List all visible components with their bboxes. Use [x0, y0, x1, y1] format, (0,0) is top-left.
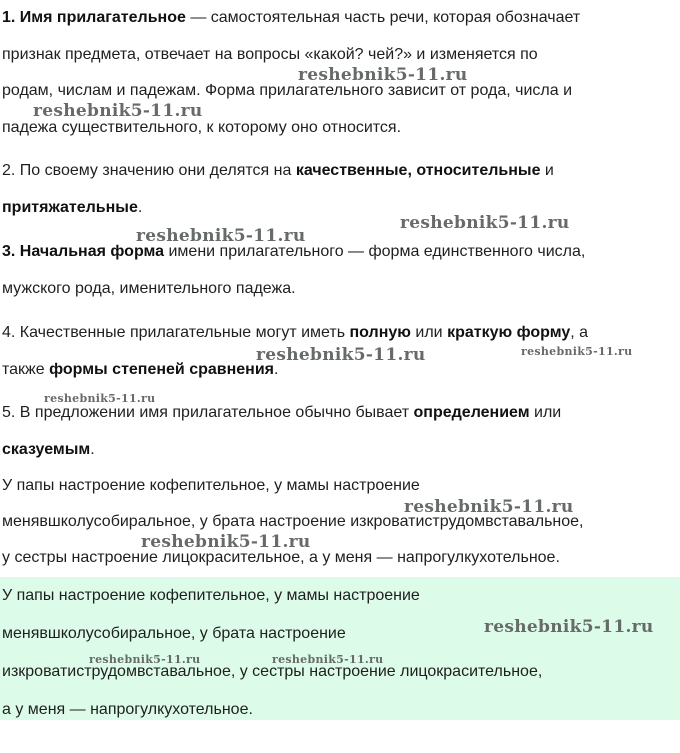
watermark: reshebnik5-11.ru [521, 345, 633, 358]
watermark: reshebnik5-11.ru [33, 101, 203, 121]
term-adjective: 1. Имя прилагательное [2, 9, 186, 26]
watermark: reshebnik5-11.ru [272, 653, 384, 666]
answer-line-4: а у меня — напрогулкухотельное. [2, 701, 253, 718]
watermark: reshebnik5-11.ru [89, 653, 201, 666]
paragraph-5-line-1: 5. В предложении имя прилагательное обычно бывает определением или [2, 404, 562, 421]
paragraph-2-line-1: 2. По своему значению они делятся на качественные, относительные и [2, 162, 554, 179]
example-line-1: У папы настроение кофепительное, у мамы настроение [2, 477, 420, 494]
example-line-2: менявшколусобиральное, у брата настроение изкроватиструдомвставальное, [2, 513, 584, 530]
example-text [2, 477, 584, 567]
paragraph-1-line-2: признак предмета, отвечает на вопросы «какой? чей?» и изменяется по [2, 46, 538, 63]
watermark: reshebnik5-11.ru [136, 226, 306, 246]
paragraph-1-line-4: падежа существительного, к которому оно относится. [2, 119, 402, 136]
paragraph-1-line-1: 1. Имя прилагательное — самостоятельная часть речи, которая обозначает [2, 9, 581, 26]
paragraph-2-line-2: притяжательные. [2, 199, 143, 216]
paragraph-3 [2, 243, 585, 298]
watermark: reshebnik5-11.ru [400, 213, 570, 233]
paragraph-3-line-1: 3. Начальная форма имени прилагательного — форма единственного числа, [2, 243, 586, 260]
watermark: reshebnik5-11.ru [298, 65, 468, 85]
watermark: reshebnik5-11.ru [256, 345, 426, 365]
paragraph-4-line-1: 4. Качественные прилагательные могут иметь полную или краткую форму, а [2, 324, 589, 341]
paragraph-3-line-2: мужского рода, именительного падежа. [2, 280, 296, 297]
answer-line-2: менявшколусобиральное, у брата настроение [2, 625, 346, 642]
paragraph-2 [2, 162, 554, 217]
paragraph-5 [2, 404, 561, 459]
watermark: reshebnik5-11.ru [141, 532, 311, 552]
watermark: reshebnik5-11.ru [484, 617, 654, 637]
paragraph-5-line-2: сказуемым. [2, 441, 95, 458]
watermark: reshebnik5-11.ru [44, 392, 156, 405]
example-line-3: у сестры настроение лицокрасительное, а у меня — напрогулкухотельное. [2, 549, 560, 566]
answer-line-3: изкроватиструдомвставальное, у сестры настроение лицокрасительное, [2, 663, 543, 680]
paragraph-1-line-3: родам, числам и падежам. Форма прилагательного зависит от рода, числа и [2, 82, 572, 99]
answer-line-1: У папы настроение кофепительное, у мамы настроение [2, 587, 420, 604]
paragraph-4-line-2: также формы степеней сравнения. [2, 361, 279, 378]
watermark: reshebnik5-11.ru [404, 497, 574, 517]
